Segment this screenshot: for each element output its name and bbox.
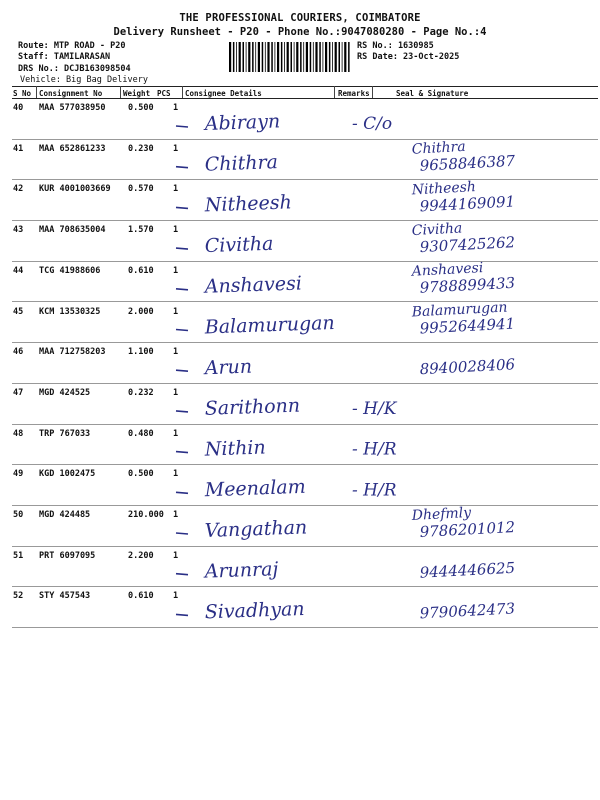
row-weight: 1.570 [128,225,154,236]
row-weight: 0.500 [128,469,154,480]
header-top-rule [12,86,598,87]
row-sno: 47 [13,387,24,398]
table-row [12,343,598,384]
row-sno: 45 [13,306,24,317]
row-consignment-number: MAA 577038950 [39,103,106,113]
row-sno: 40 [13,103,24,113]
barcode-bar [323,42,324,72]
handwritten-seal: Dhefmly [411,504,472,524]
row-pcs: 1 [173,306,179,317]
barcode-bar [306,42,308,72]
row-weight: 0.230 [128,143,154,154]
col-divider [372,86,373,98]
col-pcs-header: PCS [157,89,171,98]
table-row [12,303,598,344]
barcode-bar [300,42,302,72]
row-sno: 42 [13,184,24,195]
row-pcs: 1 [173,469,179,480]
handwritten-seal: Chithra [411,138,467,158]
handwritten-remarks: - H/R [352,439,397,460]
barcode-bar [294,42,295,72]
handwritten-remarks: - H/R [352,480,397,501]
col-divider [120,86,121,98]
handwritten-consignee: Anshavesi [204,272,303,298]
row-weight: 0.480 [128,428,154,439]
row-sno: 43 [13,225,24,236]
row-consignment-number: TCG 41988606 [39,265,101,276]
row-consignment-number: KGD 1002475 [39,469,96,480]
row-pcs: 1 [173,225,179,236]
barcode-bar [291,42,293,72]
barcode-image [229,42,351,72]
barcode-bar [248,42,250,72]
barcode-bar [258,42,260,72]
vehicle-text: Vehicle: Big Bag Delivery [20,75,148,85]
row-consignment-number: STY 457543 [39,591,91,602]
table-row [12,425,598,466]
barcode-bar [332,42,333,72]
col-consignment-header: Consignment No [39,89,103,98]
barcode-bar [265,42,266,72]
barcode-bar [329,42,331,72]
handwritten-phone: 9658846387 [419,151,516,175]
row-weight: 1.100 [128,347,154,358]
staff-text: Staff: TAMILARASAN [18,52,111,62]
row-pcs: 1 [173,550,179,561]
row-weight: 2.000 [128,306,154,317]
handwritten-consignee: Abirayn [204,110,281,135]
handwritten-consignee: Arun [204,355,253,380]
handwritten-consignee: Balamurugan [204,311,336,339]
row-weight: 0.232 [128,387,154,398]
handwritten-phone: 9444446625 [419,558,516,582]
handwritten-phone: 9786201012 [419,518,516,541]
handwritten-consignee: Vangathan [204,516,308,542]
barcode-bar [339,42,341,72]
row-sno: 52 [13,591,24,602]
barcode-bar [303,42,304,72]
handwritten-remarks: - H/K [352,398,397,419]
row-weight: 0.610 [128,591,154,602]
handwritten-seal: Balamurugan [411,299,508,321]
row-sno: 46 [13,347,24,358]
barcode-bar [348,42,350,72]
barcode-bar [296,42,298,72]
barcode-bar [255,42,256,72]
table-row [12,547,598,588]
col-divider [36,86,37,98]
handwritten-consignee: Sivadhyan [204,597,305,624]
barcode-bar [287,42,289,72]
handwritten-consignee: Nithin [204,436,267,461]
barcode-bar [252,42,254,72]
row-pcs: 1 [173,428,179,439]
row-sno: 50 [13,510,24,520]
barcode-bar [243,42,245,72]
drs-number: DRS No.: DCJB163098504 [18,64,131,74]
col-divider [182,86,183,98]
row-consignment-number: MAA 712758203 [39,347,106,358]
row-sno: 48 [13,428,24,439]
row-pcs: 1 [173,265,179,276]
barcode-bar [344,42,346,72]
handwritten-seal: Anshavesi [411,260,484,280]
row-pcs: 1 [173,510,179,520]
handwritten-phone: 9952644941 [419,314,516,338]
row-weight: 210.000 [128,510,164,520]
row-pcs: 1 [173,591,179,602]
barcode-bar [315,42,317,72]
col-consignee-header: Consignee Details [185,89,262,98]
handwritten-phone: 9788899433 [419,273,516,297]
row-weight: 0.570 [128,184,154,195]
handwritten-phone: 9307425262 [419,233,516,257]
row-pcs: 1 [173,184,179,195]
row-sno: 51 [13,550,24,561]
row-consignment-number: TRP 767033 [39,428,91,439]
row-weight: 2.200 [128,550,154,561]
row-divider [12,627,598,628]
table-row [12,587,598,628]
table-row [12,465,598,506]
col-remarks-header: Remarks [338,89,370,98]
barcode-bar [277,42,279,72]
row-consignment-number: MAA 652861233 [39,143,106,154]
col-weight-header: Weight [123,89,151,98]
barcode-bar [310,42,312,72]
row-consignment-number: PRT 6097095 [39,550,96,561]
handwritten-consignee: Chithra [204,151,279,176]
row-consignment-number: KCM 13530325 [39,306,101,317]
barcode-bar [284,42,285,72]
table-row [12,262,598,303]
row-pcs: 1 [173,103,179,113]
col-seal-header: Seal & Signature [396,89,469,98]
row-weight: 0.610 [128,265,154,276]
barcode-bar [229,42,231,72]
handwritten-consignee: Sarithonn [204,394,301,420]
row-pcs: 1 [173,387,179,398]
row-consignment-number: MGD 424485 [39,510,91,520]
handwritten-seal: Nitheesh [411,179,477,199]
row-consignment-number: KUR 4001003669 [39,184,111,195]
table-row [12,221,598,262]
barcode-bar [271,42,273,72]
col-sno-header: S No [13,89,32,98]
table-row [12,140,598,181]
handwritten-consignee: Civitha [204,232,274,258]
handwritten-consignee: Nitheesh [204,191,293,217]
col-divider [334,86,335,98]
runsheet-title: Delivery Runsheet - P20 - Phone No.:9047080280 - Page No.:4 [113,26,487,38]
table-row [12,180,598,221]
row-sno: 41 [13,143,24,154]
handwritten-phone: 9790642473 [419,599,516,623]
route-text: Route: MTP ROAD - P20 [18,41,126,51]
handwritten-consignee: Meenalam [204,475,307,502]
barcode-bar [313,42,314,72]
row-pcs: 1 [173,143,179,154]
barcode-bar [236,42,237,72]
rs-number: RS No.: 1630985 [357,41,434,51]
row-consignment-number: MAA 708635004 [39,225,106,236]
rs-date: RS Date: 23-Oct-2025 [357,52,460,62]
barcode-bar [275,42,276,72]
barcode-bar [233,42,235,72]
table-row [12,506,598,547]
table-row [12,384,598,425]
handwritten-phone: 8940028406 [419,355,516,379]
barcode-bar [281,42,283,72]
row-sno: 49 [13,469,24,480]
barcode-bar [319,42,321,72]
handwritten-consignee: Arunraj [204,558,279,583]
company-title: THE PROFESSIONAL COURIERS, COIMBATORE [179,12,421,24]
barcode-bar [342,42,343,72]
handwritten-remarks: - C/o [352,114,393,134]
row-pcs: 1 [173,347,179,358]
barcode-bar [335,42,337,72]
handwritten-phone: 9944169091 [419,192,516,216]
row-weight: 0.500 [128,103,154,113]
barcode-bar [267,42,269,72]
barcode-bar [325,42,327,72]
barcode-bar [262,42,264,72]
table-row [12,99,598,140]
row-sno: 44 [13,265,24,276]
handwritten-seal: Civitha [411,220,463,240]
row-consignment-number: MGD 424525 [39,387,91,398]
barcode-bar [246,42,247,72]
barcode-bar [239,42,241,72]
